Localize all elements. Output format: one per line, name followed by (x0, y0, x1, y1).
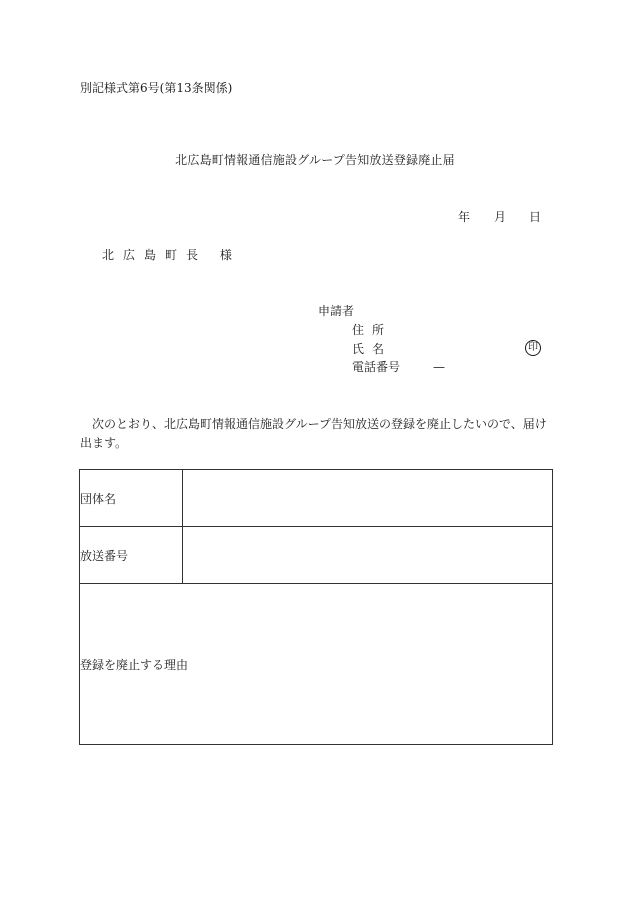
date-month-label: 月 (494, 210, 507, 224)
applicant-address-label: 住所 (352, 323, 393, 337)
reason-field[interactable] (80, 584, 553, 745)
table-row (80, 527, 553, 584)
date-day-label: 日 (529, 210, 542, 224)
reason-label: 登録を廃止する理由 (80, 657, 189, 672)
seal-mark: 印 (525, 340, 541, 356)
applicant-phone-value: — (433, 360, 445, 374)
broadcast-number-field[interactable] (183, 527, 553, 584)
applicant-heading: 申請者 (318, 304, 355, 318)
table-row (80, 584, 553, 745)
broadcast-number-label: 放送番号 (80, 527, 183, 584)
document-title: 北広島町情報通信施設グループ告知放送登録廃止届 (175, 153, 455, 167)
body-text: 次のとおり、北広島町情報通信施設グループ告知放送の登録を廃止したいので、届け出ます。 (80, 417, 547, 450)
group-name-field[interactable] (183, 470, 553, 527)
form-table (79, 469, 553, 745)
group-name-label: 団体名 (80, 470, 183, 527)
addressee: 北広島町長 様 (102, 248, 241, 262)
date-year-label: 年 (458, 210, 471, 224)
applicant-name-label: 氏名 (352, 342, 393, 356)
applicant-phone-label: 電話番号 (352, 360, 401, 374)
table-row (80, 470, 553, 527)
form-number: 別記様式第6号(第13条関係) (80, 81, 233, 95)
